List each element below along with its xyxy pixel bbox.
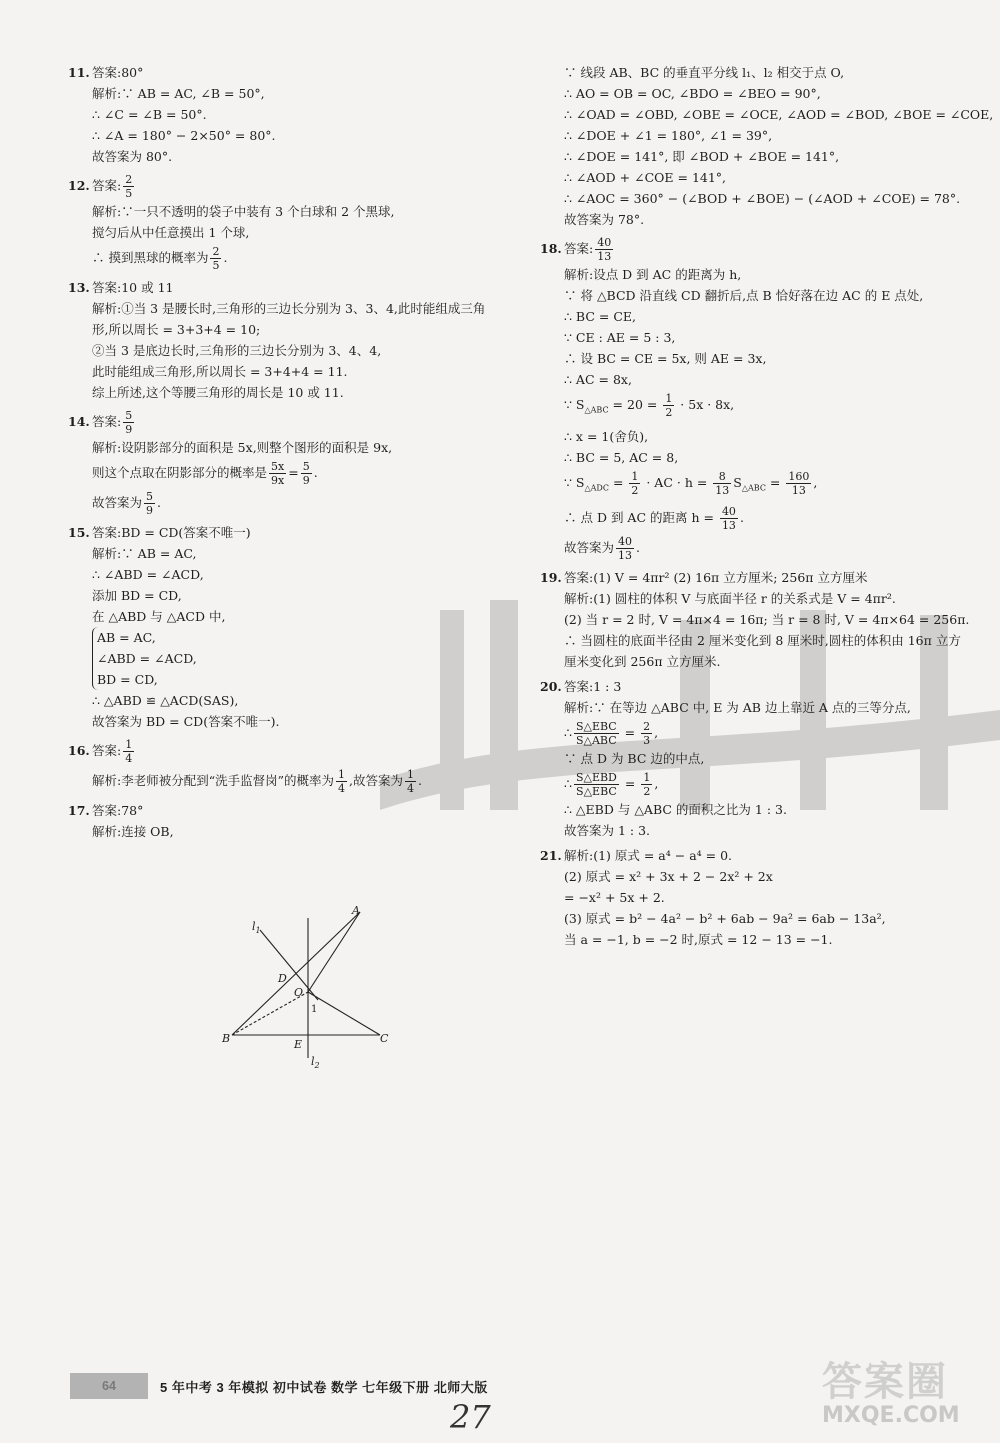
problem-number: 12.: [68, 178, 90, 193]
solution-line: (3) 原式 = b² − 4a² − b² + 6ab − 9a² = 6ab − 13a²,: [564, 911, 886, 926]
solution-line: 解析:∵ AB = AC,: [92, 546, 197, 561]
solution-line: 解析:(1) 原式 = a⁴ − a⁴ = 0.: [564, 848, 733, 863]
solution-line: ∴ $\frac{\text{S△EBC}}{\text{S△ABC}}$ = $\frac{2}{3}$ ,: [564, 720, 659, 747]
handwritten-number: 27: [450, 1398, 491, 1436]
label-angle-1: 1: [311, 1004, 318, 1015]
solution-line: ∴ AC = 8x,: [564, 372, 632, 387]
solution-line: 故答案为 80°.: [92, 149, 173, 164]
solution-line: ∴ ∠DOE = 141°, 即 ∠BOD + ∠BOE = 141°,: [564, 149, 840, 164]
answer-line: 答案:78°: [92, 803, 144, 818]
label-a: A: [352, 904, 360, 917]
solution-line: ∴ ∠DOE + ∠1 = 180°, ∠1 = 39°,: [564, 128, 773, 143]
svg-text:l1: $l_1$: [252, 920, 261, 935]
solution-line: ∴ △ABD ≌ △ACD(SAS),: [92, 693, 239, 708]
problem-number: 20.: [540, 679, 562, 694]
equation-system: [92, 627, 197, 690]
answer-line: 答案:BD = CD(答案不唯一): [92, 525, 251, 540]
solution-line: ∴ ∠A = 180° − 2×50° = 80°.: [92, 128, 276, 143]
label-e: E: [294, 1038, 303, 1051]
site-logo: [822, 1360, 982, 1436]
problem-number: 19.: [540, 570, 562, 585]
problem-number: 11.: [68, 65, 90, 80]
label-d: D: [278, 972, 287, 985]
solution-line: ∴ x = 1(舍负),: [564, 428, 649, 444]
label-o: O: [294, 986, 304, 999]
system-line: ∠ABD = ∠ACD,: [97, 651, 197, 666]
solution-line: (2) 当 r = 2 时, V = 4π×4 = 16π; 当 r = 8 时, V = 4π×64 = 256π.: [564, 612, 970, 627]
solution-line: 故答案为 BD = CD(答案不唯一).: [92, 714, 280, 729]
label-l1: l: [252, 920, 256, 933]
problem-15: [68, 522, 508, 732]
solution-line: 解析:连接 OB,: [92, 824, 174, 839]
system-line: BD = CD,: [97, 672, 158, 687]
answer-line: 答案:(1) V = 4πr² (2) 16π 立方厘米; 256π 立方厘米: [564, 570, 868, 585]
problem-17: [68, 800, 508, 842]
solution-line: ∵ 将 △BCD 沿直线 CD 翻折后,点 B 恰好落在边 AC 的 E 点处,: [564, 288, 924, 303]
solution-line: ∴ $\frac{\text{S△EBD}}{\text{S△EBC}}$ = $\frac{1}{2}$ ,: [564, 771, 659, 798]
solution-line: 此时能组成三角形,所以周长 = 3+4+4 = 11.: [92, 364, 348, 379]
solution-line: 则这个点取在阴影部分的概率是 $\frac{5x}{9x}$ = $\frac{5}{9}$ .: [92, 460, 318, 487]
solution-line: ∴ 当圆柱的底面半径由 2 厘米变化到 8 厘米时,圆柱的体积由 16π 立方: [564, 633, 961, 648]
answer-fraction: $\frac{5}{9}$: [125, 409, 133, 436]
right-column: [540, 62, 994, 954]
solution-line: 解析:(1) 圆柱的体积 V 与底面半径 r 的关系式是 V = 4πr².: [564, 591, 896, 606]
solution-line: ∴ ∠AOD + ∠COE = 141°,: [564, 170, 727, 185]
line-l1: [260, 930, 318, 1000]
solution-line: ∴ BC = 5, AC = 8,: [564, 449, 679, 465]
problem-18: 18. 答案: $\frac{40}{13}$ 解析:设点 D 到 AC 的距离为 h, ∵ 将 △BCD 沿直线 CD 翻折后,点 B 恰好落在边 AC 的 E 点处, ∴ BC = CE, ∵ CE : AE = 5 : 3, ∴ 设 BC = CE = 5x, 则 AE = 3x, ∴ AC = 8x, ∵ $S_{\triangle ABC} = 20$ = $\frac{1}{2}$ · 5x · 8x, ∴ x = 1(舍负), ∴ BC = 5, AC = 8, ∵ $S_{\triangle ADC}$ = $\frac{1}{2}$ · AC · h = $\frac{8}{13}$ $S_{\triangle ABC}$ = $\frac{160}{13}$ , ∴ 点 D 到 AC 的距离 h = $\frac{40}{13}$ . 故答案为 $\frac{40}{13}$ .: [540, 234, 980, 563]
logo-text-cn: 答案圈: [822, 1359, 948, 1405]
solution-line: 解析:设点 D 到 AC 的距离为 h,: [564, 267, 742, 282]
solution-line: 解析:∵一只不透明的袋子中装有 3 个白球和 2 个黑球,: [92, 204, 395, 219]
solution-line: 解析:①当 3 是腰长时,三角形的三边长分别为 3、3、4,此时能组成三角: [92, 301, 486, 316]
answer-line: 答案:10 或 11: [92, 280, 174, 295]
solution-line: ∴ BC = CE,: [564, 309, 636, 324]
label-c: C: [380, 1032, 389, 1045]
solution-line: ∵ $S_{\triangle ADC}$ = $\frac{1}{2}$ · AC · h = $\frac{8}{13}$ $S_{\triangle ABC}$ = $\frac{160}{13}$ ,: [564, 469, 818, 497]
solution-line: ②当 3 是底边长时,三角形的三边长分别为 3、4、4,: [92, 343, 382, 358]
solution-line: 综上所述,这个等腰三角形的周长是 10 或 11.: [92, 385, 344, 400]
solution-line: 形,所以周长 = 3+3+4 = 10;: [92, 322, 261, 337]
problem-number: 17.: [68, 803, 90, 818]
problem-16: 16. 答案: $\frac{1}{4}$ 解析:李老师被分配到“洗手监督岗”的概率为 $\frac{1}{4}$ ,故答案为 $\frac{1}{4}$ .: [68, 736, 508, 796]
answer-fraction: $\frac{1}{4}$: [125, 738, 133, 765]
page-number: 64: [70, 1373, 148, 1399]
solution-line: 当 a = −1, b = −2 时,原式 = 12 − 13 = −1.: [564, 932, 833, 947]
problem-number: 15.: [68, 525, 90, 540]
solution-line: 解析:李老师被分配到“洗手监督岗”的概率为 $\frac{1}{4}$ ,故答案为 $\frac{1}{4}$ .: [92, 768, 422, 795]
solution-line: ∴ 摸到黑球的概率为 $\frac{2}{5}$ .: [92, 245, 228, 272]
solution-line: 添加 BD = CD,: [92, 588, 182, 603]
solution-line: 故答案为 1 : 3.: [564, 823, 651, 838]
solution-line: ∵ 线段 AB、BC 的垂直平分线 l₁、l₂ 相交于点 O,: [564, 65, 845, 80]
solution-line: 解析:∵ AB = AC, ∠B = 50°,: [92, 86, 265, 101]
problem-number: 13.: [68, 280, 90, 295]
svg-text:l2: $l_2$: [311, 1055, 320, 1070]
label-b: B: [222, 1032, 231, 1045]
solution-line: ∴ ∠C = ∠B = 50°.: [92, 107, 207, 122]
problem-number: 14.: [68, 414, 90, 429]
problem-number: 16.: [68, 743, 90, 758]
solution-line: ∴ ∠ABD = ∠ACD,: [92, 567, 204, 582]
solution-line: ∵ $S_{\triangle ABC} = 20$ = $\frac{1}{2}$ · 5x · 8x,: [564, 392, 735, 419]
solution-line: (2) 原式 = x² + 3x + 2 − 2x² + 2x: [564, 869, 773, 884]
left-column: [68, 62, 508, 846]
answer-fraction: $\frac{40}{13}$: [597, 236, 612, 263]
solution-line: ∴ 设 BC = CE = 5x, 则 AE = 3x,: [564, 351, 767, 366]
problem-21: [540, 845, 980, 950]
solution-line: 厘米变化到 256π 立方厘米.: [564, 654, 721, 669]
book-title: 5 年中考 3 年模拟 初中试卷 数学 七年级下册 北师大版: [160, 1379, 488, 1395]
solution-line: 搅匀后从中任意摸出 1 个球,: [92, 225, 250, 240]
answer-fraction: $\frac{2}{5}$: [125, 173, 133, 200]
answer-line: 答案:1 : 3: [564, 679, 622, 694]
problem-11: [68, 62, 508, 167]
solution-line: = −x² + 5x + 2.: [564, 890, 665, 905]
segment-oa: [308, 912, 360, 992]
solution-line: ∵ CE : AE = 5 : 3,: [564, 330, 676, 345]
answer-line: 答案:80°: [92, 65, 144, 80]
solution-line: ∴ △EBD 与 △ABC 的面积之比为 1 : 3.: [564, 802, 787, 817]
problem-number: 21.: [540, 848, 562, 863]
solution-line: ∴ 点 D 到 AC 的距离 h = $\frac{40}{13}$ .: [564, 505, 744, 532]
solution-line: 解析:∵ 在等边 △ABC 中, E 为 AB 边上靠近 A 点的三等分点,: [564, 700, 911, 715]
solution-line: ∴ AO = OB = OC, ∠BDO = ∠BEO = 90°,: [564, 86, 821, 101]
system-line: AB = AC,: [97, 630, 156, 645]
problem-number: 18.: [540, 241, 562, 256]
solution-line: 解析:设阴影部分的面积是 5x,则整个图形的面积是 9x,: [92, 440, 393, 455]
label-l2: l: [311, 1055, 315, 1068]
solution-line: 故答案为 78°.: [564, 212, 645, 227]
logo-text-en: MXQE.COM: [822, 1403, 960, 1428]
problem-13: [68, 277, 508, 403]
problem-14: 14. 答案: $\frac{5}{9}$ 解析:设阴影部分的面积是 5x,则整个图形的面积是 9x, 则这个点取在阴影部分的概率是 $\frac{5x}{9x}$ = $\frac{5}{9}$ . 故答案为 $\frac{5}{9}$ .: [68, 407, 508, 518]
problem-19: [540, 567, 980, 672]
page-footer: [70, 1372, 488, 1400]
solution-line: ∴ ∠AOC = 360° − (∠BOD + ∠BOE) − (∠AOD + ∠COE) = 78°.: [564, 191, 961, 206]
problem-20: [540, 676, 980, 841]
solution-line: 在 △ABD 与 △ACD 中,: [92, 609, 226, 624]
solution-line: 故答案为 $\frac{5}{9}$ .: [92, 490, 161, 517]
solution-line: ∴ ∠OAD = ∠OBD, ∠OBE = ∠OCE, ∠AOD = ∠BOD, ∠BOE = ∠COE,: [564, 107, 994, 122]
answer-prefix: 答案:: [92, 178, 122, 193]
solution-line: 故答案为 $\frac{40}{13}$ .: [564, 535, 640, 562]
problem-12: [68, 171, 508, 273]
problem-17-continued: [540, 62, 994, 230]
geometry-figure: [220, 900, 400, 1075]
segment-oc: [308, 992, 380, 1035]
solution-line: ∵ 点 D 为 BC 边的中点,: [564, 751, 705, 766]
